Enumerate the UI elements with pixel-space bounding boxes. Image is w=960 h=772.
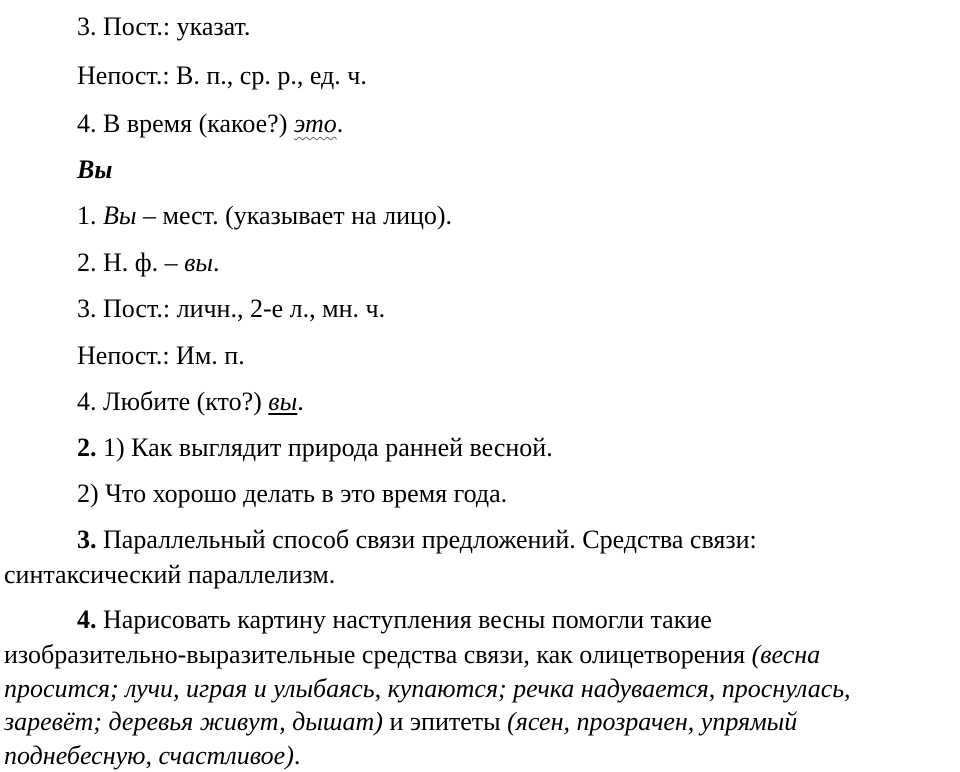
line-lyubite [77, 387, 304, 417]
text: . [293, 741, 301, 770]
text: . [336, 109, 344, 138]
text: 3. Пост.: личн., 2-е л., мн. ч. [77, 294, 386, 323]
line-nf-vy [77, 248, 220, 278]
task-number: 4. [77, 605, 97, 634]
text: . [297, 387, 304, 416]
italic-text: заревёт; деревья живут, дышат) [4, 707, 383, 736]
line-nepost-vp [77, 61, 367, 91]
line-task-2-1 [77, 433, 553, 463]
text: 4. Любите (кто?) [77, 387, 269, 416]
heading-text: Вы [77, 155, 113, 184]
text: 3. Пост.: указат. [77, 12, 251, 41]
italic-text: (ясен, прозрачен, упрямый [507, 707, 798, 736]
text: 4. В время (какое?) [77, 109, 294, 138]
underlined-word: вы [268, 387, 298, 416]
text: 1) Как выглядит природа ранней весной. [96, 433, 553, 462]
line-nepost-imp [77, 341, 245, 371]
italic-text: поднебесную, счастливое) [4, 741, 294, 770]
line-task-2-2 [77, 479, 507, 509]
text: 1. [77, 201, 103, 230]
text: – мест. (указывает на лицо). [136, 201, 453, 230]
line-task-4 [77, 605, 712, 635]
line-task-4-cont-4 [4, 741, 300, 771]
line-post-lichn [77, 294, 385, 324]
text: Непост.: В. п., ср. р., ед. ч. [77, 61, 367, 90]
line-task-4-cont-2 [4, 674, 851, 704]
text: изобразительно-выразительные средства связи, как олицетворения [4, 640, 752, 669]
text: Нарисовать картину наступления весны помогли такие [96, 605, 712, 634]
text: Параллельный способ связи предложений. Средства связи: [96, 525, 757, 554]
text: Непост.: Им. п. [77, 341, 245, 370]
text: . [213, 248, 220, 277]
italic-word: Вы [103, 201, 137, 230]
line-vy-mest [77, 201, 452, 231]
underlined-word: это [293, 109, 337, 138]
text: 2. Н. ф. – [77, 248, 185, 277]
line-task-3-cont [4, 560, 335, 590]
italic-text: просится; лучи, играя и улыбаясь, купаются; речка надувается, проснулась, [4, 674, 851, 703]
line-task-3 [77, 525, 757, 555]
text: синтаксический параллелизм. [4, 560, 336, 589]
italic-text: (весна [751, 640, 821, 669]
line-task-4-cont-3 [4, 707, 797, 737]
text: 2) Что хорошо делать в это время года. [77, 479, 508, 508]
task-number: 2. [77, 433, 97, 462]
text: и эпитеты [382, 707, 508, 736]
line-task-4-cont-1 [4, 640, 820, 670]
line-post-ukazat [77, 12, 250, 42]
section-heading-vy [77, 155, 112, 185]
italic-word: вы [184, 248, 214, 277]
line-v-vremya [77, 109, 343, 139]
task-number: 3. [77, 525, 97, 554]
